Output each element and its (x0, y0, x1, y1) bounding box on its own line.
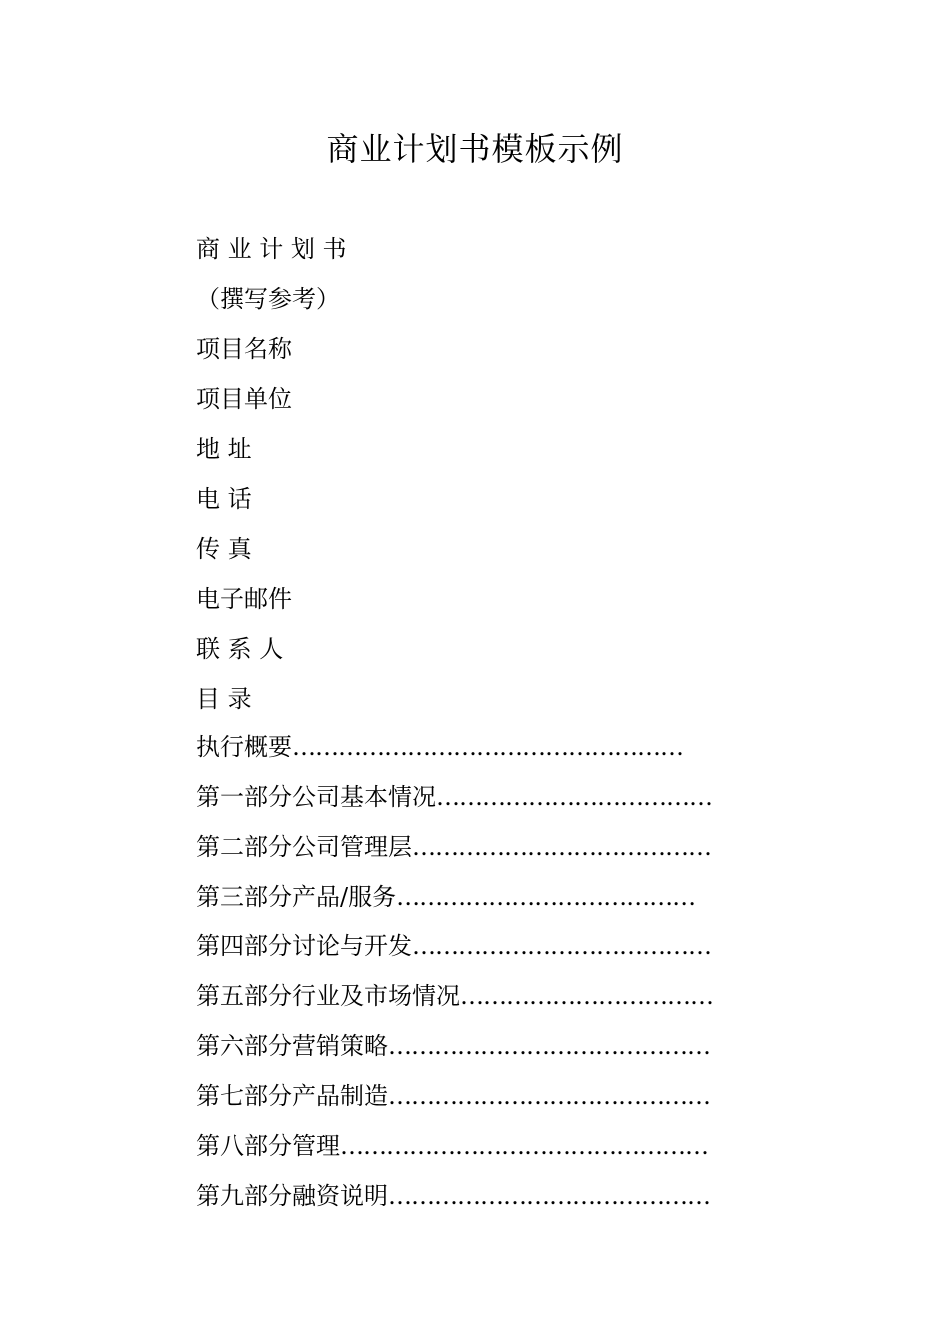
field-email: 电子邮件 (196, 585, 292, 613)
toc-entry-prefix: 第六部分 (196, 1032, 292, 1060)
field-phone: 电 话 (196, 485, 252, 513)
toc-entry-title: 营销策略 (292, 1032, 388, 1060)
field-fax: 传 真 (196, 535, 252, 563)
toc-entry-leader: …………………………………………… (292, 733, 683, 761)
toc-heading: 目 录 (196, 685, 252, 713)
cover-heading: 商 业 计 划 书 (196, 235, 347, 263)
field-project-name: 项目名称 (196, 335, 292, 363)
toc-entry[interactable] (196, 831, 711, 863)
cover-subheading: （撰写参考） (196, 285, 340, 313)
toc-entry[interactable] (196, 980, 713, 1012)
field-address: 地 址 (196, 435, 252, 463)
toc-entry-prefix: 第八部分 (196, 1132, 292, 1160)
toc-entry-prefix: 第四部分 (196, 932, 292, 960)
toc-entry-prefix: 第九部分 (196, 1182, 292, 1210)
toc-entry-prefix: 第七部分 (196, 1082, 292, 1110)
toc-entry-prefix: 第二部分 (196, 833, 292, 861)
toc-entry-title: 公司基本情况 (292, 783, 436, 811)
toc-entry-title: 融资说明 (292, 1182, 388, 1210)
toc-entry[interactable] (196, 930, 711, 962)
toc-entry-leader: …………………………… (460, 982, 713, 1010)
toc-entry[interactable] (196, 781, 712, 813)
toc-entry-title: 产品/服务 (292, 883, 397, 911)
toc-entry[interactable] (196, 1180, 710, 1212)
toc-entry[interactable] (196, 1080, 710, 1112)
toc-entry-leader: ………………………………… (412, 932, 711, 960)
field-contact: 联 系 人 (196, 635, 284, 663)
toc-entry-prefix: 第一部分 (196, 783, 292, 811)
toc-entry-leader: ……………………………… (436, 783, 712, 811)
field-project-unit: 项目单位 (196, 385, 292, 413)
toc-entry[interactable] (196, 1030, 710, 1062)
toc-entry-leader: ………………………………… (396, 883, 696, 911)
toc-entry[interactable] (196, 881, 695, 913)
toc-entry[interactable] (196, 1130, 708, 1162)
toc-entry-title: 行业及市场情况 (292, 982, 460, 1010)
toc-entry-title: 产品制造 (292, 1082, 388, 1110)
toc-entry-leader: ………………………………… (412, 833, 711, 861)
toc-entry-leader: …………………………………… (388, 1032, 710, 1060)
toc-entry-leader: …………………………………… (388, 1182, 710, 1210)
toc-entry-prefix: 第五部分 (196, 982, 292, 1010)
toc-entry[interactable] (196, 731, 683, 763)
toc-entry-title: 管理 (292, 1132, 340, 1160)
toc-entry-title: 公司管理层 (292, 833, 412, 861)
toc-entry-leader: ………………………………………… (340, 1132, 708, 1160)
document-title: 商业计划书模板示例 (326, 130, 624, 168)
toc-entry-leader: …………………………………… (388, 1082, 710, 1110)
toc-entry-title: 讨论与开发 (292, 932, 412, 960)
toc-entry-prefix: 执行概要 (196, 733, 292, 761)
toc-entry-prefix: 第三部分 (196, 883, 292, 911)
